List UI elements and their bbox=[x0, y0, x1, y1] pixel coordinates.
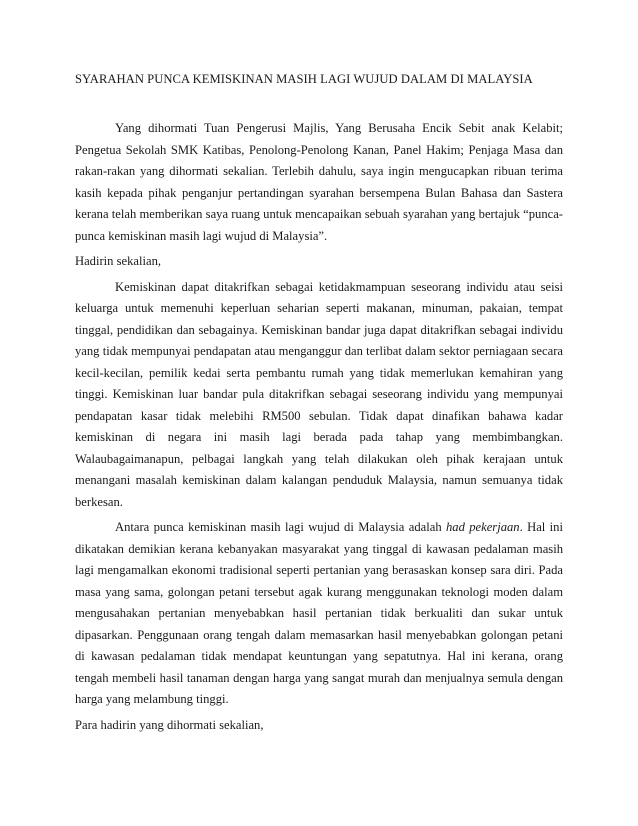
document-page bbox=[75, 70, 563, 740]
document-title: SYARAHAN PUNCA KEMISKINAN MASIH LAGI WUJUD DALAM DI MALAYSIA bbox=[75, 72, 533, 86]
cause-paragraph bbox=[75, 517, 563, 711]
cause-emphasis: had pekerjaan bbox=[445, 520, 520, 534]
address-line-closing: Para hadirin yang dihormati sekalian, bbox=[75, 717, 264, 732]
cause-text-rest: . Hal ini dikatakan demikian kerana kebanyakan masyarakat yang tinggal di kawasan pedalaman masih lagi mengamalkan ekonomi tradisional seperti pertanian yang berasaskan konsep sara diri. Pada masa yang sama, golongan petani tersebut agak kurang menggunakan teknologi moden dalam mengusahakan pertanian menyebabkan hasil pertanian tidak berkualiti dan sukar untuk dipasarkan. Penggunaan orang tengah dalam memasarkan hasil menyebabkan golongan petani di kawasan pedalaman tidak mendapat keuntungan yang sepatutnya. Hal ini kerana, orang tengah membeli hasil tanaman dengan harga yang sangat murah dan menjualnya semula dengan harga yang melambung tinggi. bbox=[75, 520, 563, 706]
cause-text-start: Antara punca kemiskinan masih lagi wujud di Malaysia adalah bbox=[115, 520, 446, 534]
greeting-paragraph: Yang dihormati Tuan Pengerusi Majlis, Yang Berusaha Encik Sebit anak Kelabit; Pengetua Sekolah SMK Katibas, Penolong-Penolong Kanan, Panel Hakim; Penjaga Masa dan rakan-rakan yang dihormati sekalian. Terlebih dahulu, saya ingin mengucapkan ribuan terima kasih kepada pihak penganjur pertandingan syarahan bersempena Bulan Bahasa dan Sastera kerana telah memberikan saya ruang untuk mencapaikan sebuah syarahan yang bertajuk “punca-punca kemiskinan masih lagi wujud di Malaysia”. bbox=[75, 121, 563, 243]
address-line: Hadirin sekalian, bbox=[75, 254, 162, 268]
definition-paragraph: Kemiskinan dapat ditakrifkan sebagai ketidakmampuan seseorang individu atau seisi keluarga untuk memenuhi keperluan seharian seperti makanan, minuman, pakaian, tempat tinggal, pendidikan dan sebagainya. Kemiskinan bandar juga dapat ditakrifkan sebagai individu yang tidak mempunyai pendapatan atau menganggur dan terlibat dalam sektor perniagaan secara kecil-kecilan, pemilik kedai serta pembantu rumah yang tidak memerlukan kemahiran yang tinggi. Kemiskinan luar bandar pula ditakrifkan sebagai seseorang individu yang mempunyai pendapatan kasar tidak melebihi RM500 sebulan. Tidak dapat dinafikan bahawa kadar kemiskinan di negara ini masih lagi berada pada tahap yang membimbangkan. Walaubagaimanapun, pelbagai langkah yang telah dilakukan oleh pihak kerajaan untuk menangani masalah kemiskinan dalam kalangan penduduk Malaysia, namun semuanya tidak berkesan. bbox=[75, 279, 563, 509]
